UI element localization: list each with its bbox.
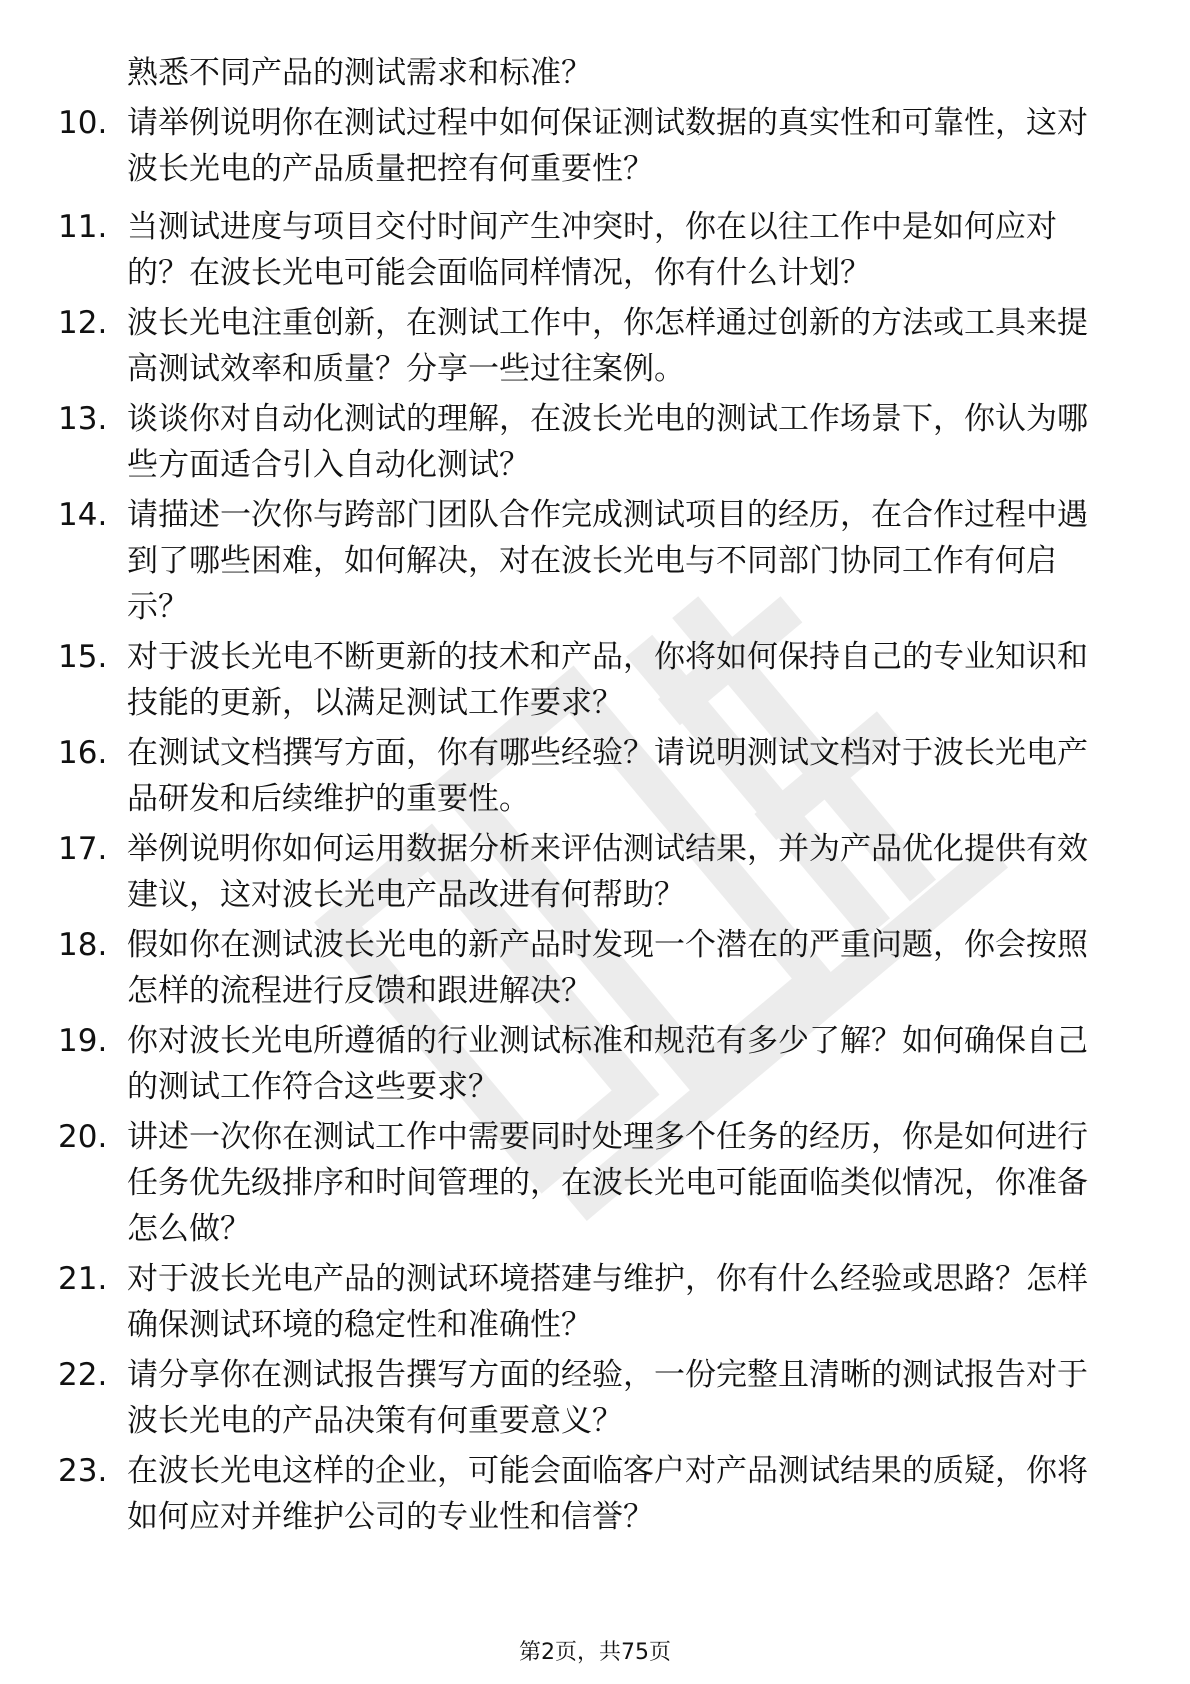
question-number: 19. xyxy=(58,1023,108,1059)
question-text: 请举例说明你在测试过程中如何保证测试数据的真实性和可靠性，这对波长光电的产品质量把控有何重要性？ xyxy=(127,105,1088,187)
question-text: 对于波长光电不断更新的技术和产品，你将如何保持自己的专业知识和技能的更新，以满足测试工作要求？ xyxy=(127,639,1088,721)
question-text: 假如你在测试波长光电的新产品时发现一个潜在的严重问题，你会按照怎样的流程进行反馈和跟进解决？ xyxy=(127,927,1088,1009)
question-text: 谈谈你对自动化测试的理解，在波长光电的测试工作场景下，你认为哪些方面适合引入自动化测试？ xyxy=(127,401,1088,483)
question-number: 20. xyxy=(58,1119,108,1155)
question-text: 在测试文档撰写方面，你有哪些经验？请说明测试文档对于波长光电产品研发和后续维护的重要性。 xyxy=(127,735,1088,817)
question-number: 14. xyxy=(58,497,108,533)
question-number: 22. xyxy=(58,1357,108,1393)
question-number: 10. xyxy=(58,105,108,141)
continuation-text: 熟悉不同产品的测试需求和标准？ xyxy=(127,55,592,91)
question-number: 13. xyxy=(58,401,108,437)
question-number: 17. xyxy=(58,831,108,867)
question-text: 讲述一次你在测试工作中需要同时处理多个任务的经历，你是如何进行任务优先级排序和时间管理的，在波长光电可能面临类似情况，你准备怎么做？ xyxy=(127,1119,1088,1247)
question-text: 举例说明你如何运用数据分析来评估测试结果，并为产品优化提供有效建议，这对波长光电产品改进有何帮助？ xyxy=(127,831,1088,913)
question-number: 16. xyxy=(58,735,108,771)
question-number: 21. xyxy=(58,1261,108,1297)
question-text: 你对波长光电所遵循的行业测试标准和规范有多少了解？如何确保自己的测试工作符合这些要求？ xyxy=(127,1023,1088,1105)
question-number: 23. xyxy=(58,1453,108,1489)
question-number: 15. xyxy=(58,639,108,675)
question-number: 11. xyxy=(58,209,108,245)
question-text: 在波长光电这样的企业，可能会面临客户对产品测试结果的质疑，你将如何应对并维护公司的专业性和信誉？ xyxy=(127,1453,1088,1535)
question-text: 波长光电注重创新，在测试工作中，你怎样通过创新的方法或工具来提高测试效率和质量？分享一些过往案例。 xyxy=(127,305,1088,387)
question-number: 18. xyxy=(58,927,108,963)
question-number: 12. xyxy=(58,305,108,341)
question-text: 对于波长光电产品的测试环境搭建与维护，你有什么经验或思路？怎样确保测试环境的稳定性和准确性？ xyxy=(127,1261,1088,1343)
page-footer: 第2页，共75页 xyxy=(519,1640,671,1665)
question-text: 当测试进度与项目交付时间产生冲突时，你在以往工作中是如何应对的？在波长光电可能会面临同样情况，你有什么计划？ xyxy=(127,209,1057,291)
question-text: 请描述一次你与跨部门团队合作完成测试项目的经历，在合作过程中遇到了哪些困难，如何解决，对在波长光电与不同部门协同工作有何启示？ xyxy=(127,497,1088,625)
question-text: 请分享你在测试报告撰写方面的经验，一份完整且清晰的测试报告对于波长光电的产品决策有何重要意义？ xyxy=(127,1357,1088,1439)
